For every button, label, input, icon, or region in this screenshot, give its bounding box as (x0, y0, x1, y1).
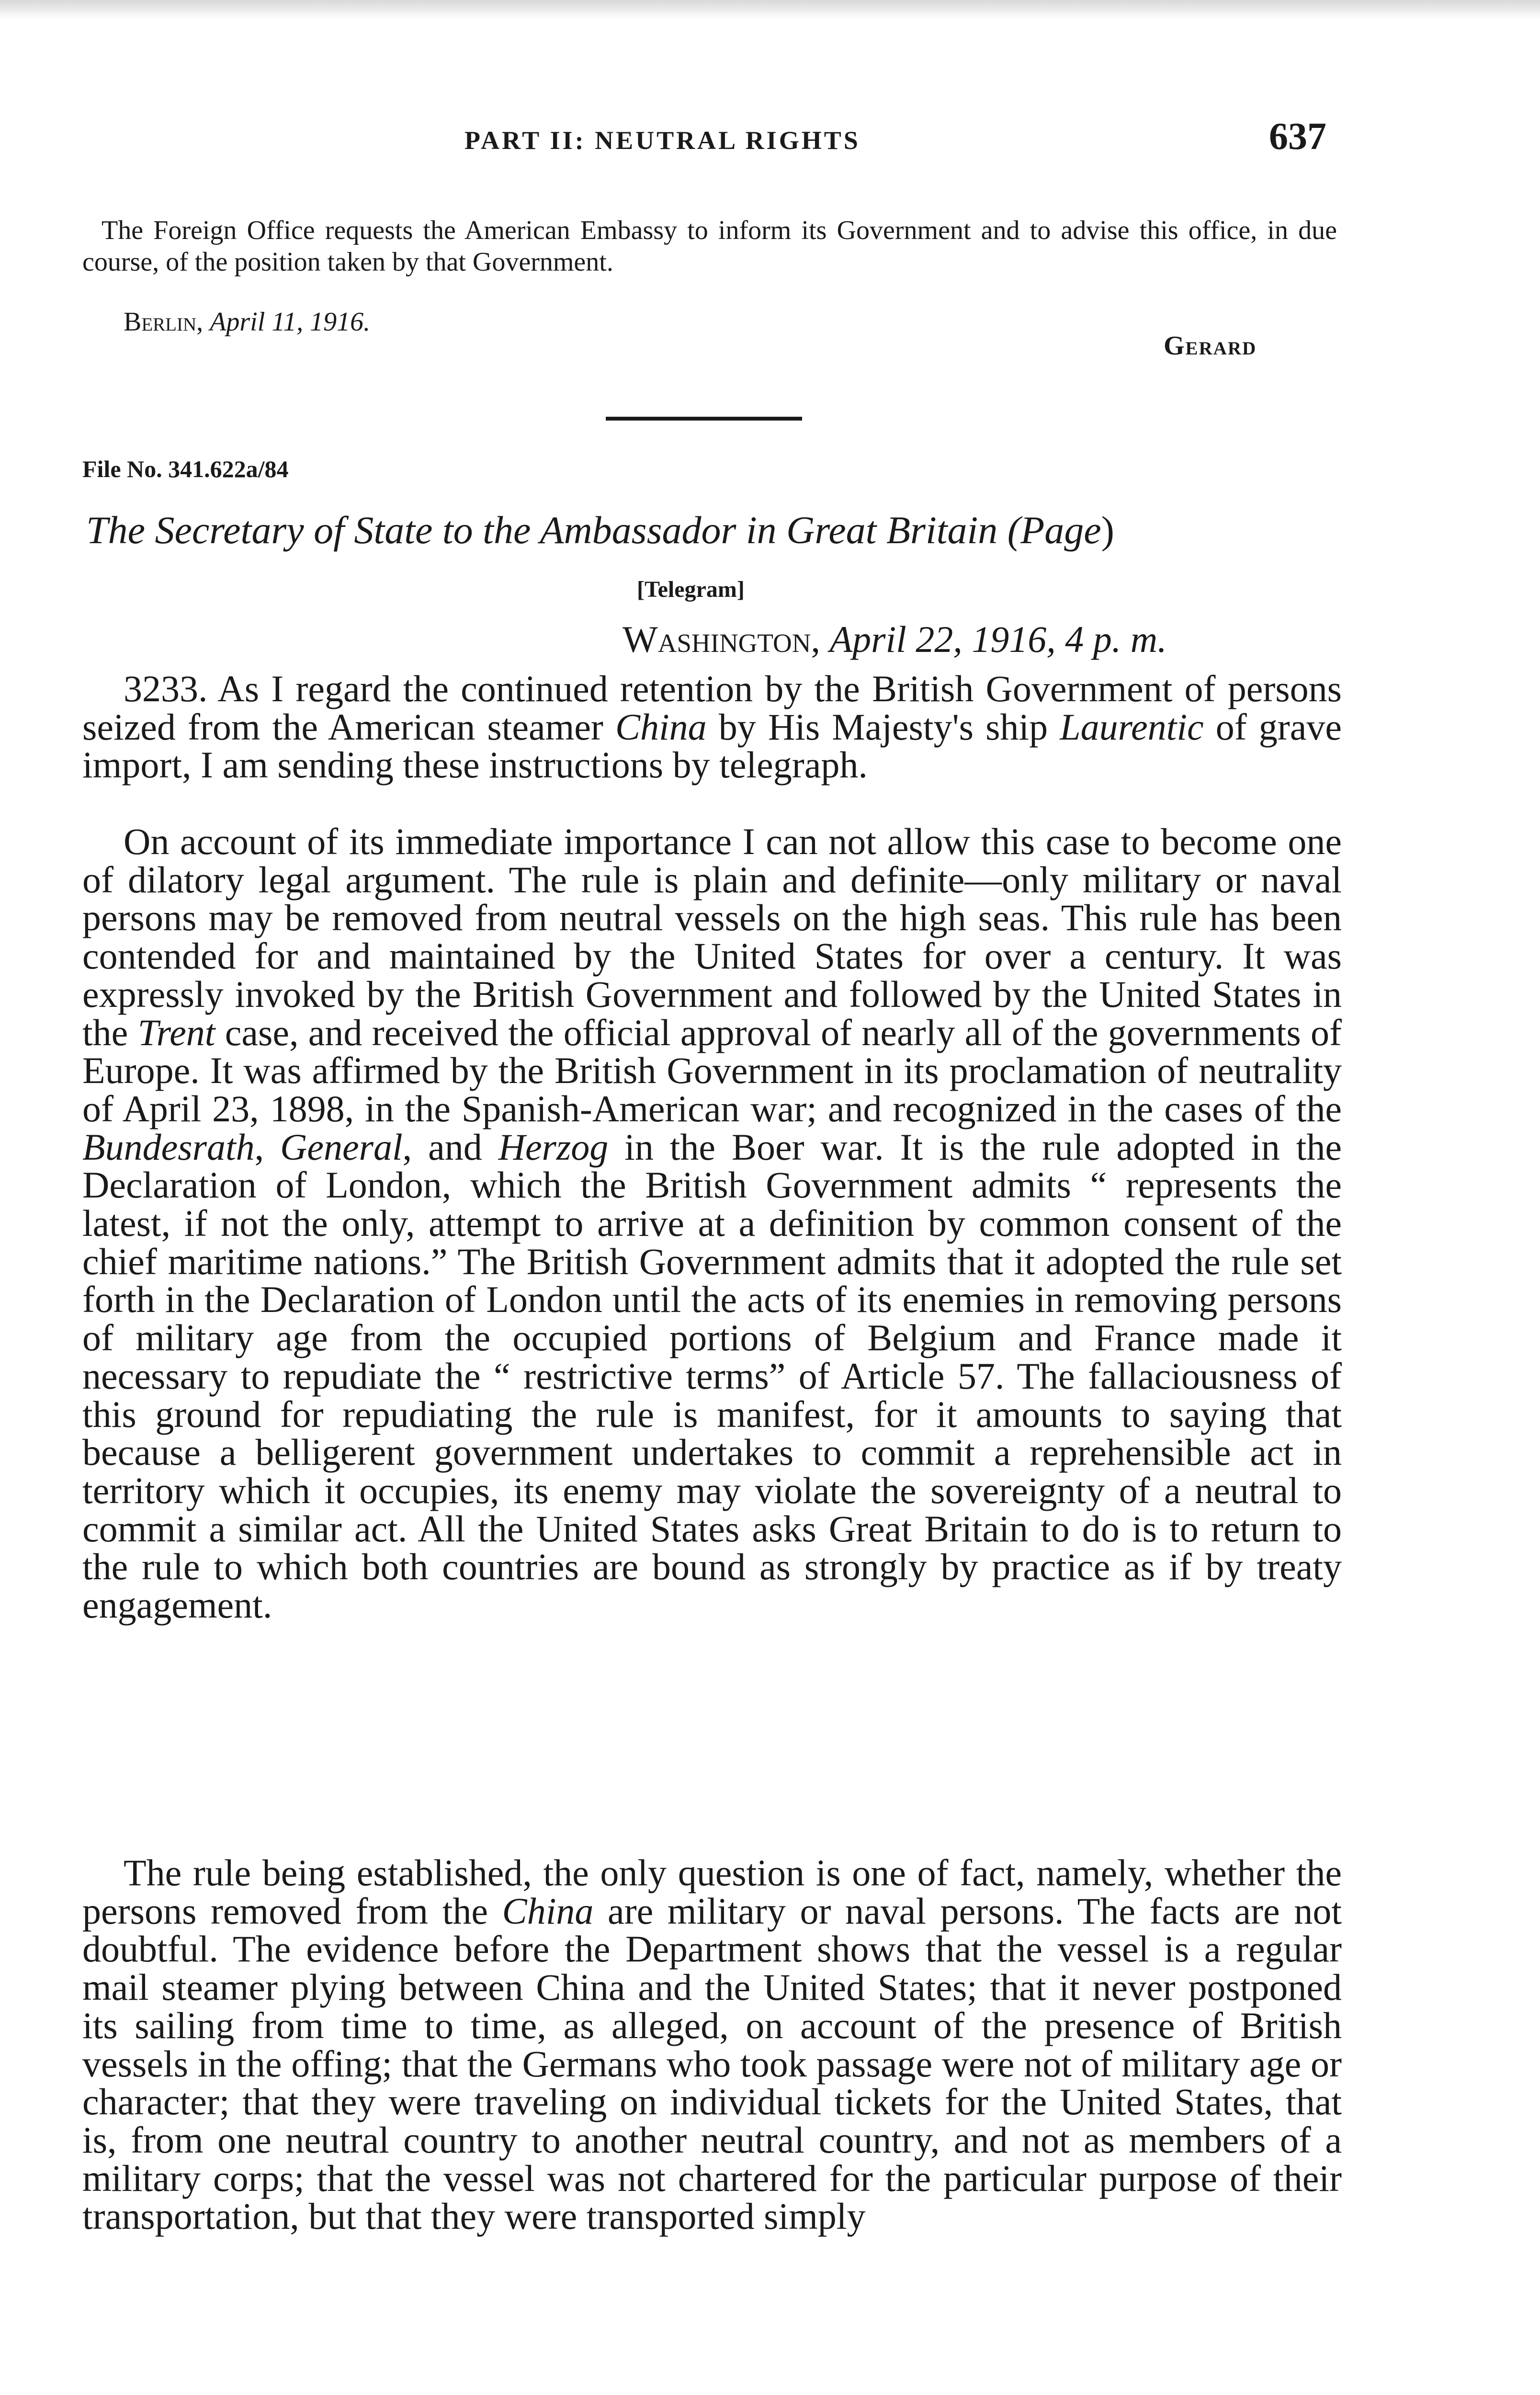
telegram-note: [Telegram] (637, 577, 745, 602)
heading-close: ) (1101, 508, 1114, 552)
text: by His Majesty's ship (706, 706, 1060, 748)
ship-name: Bundesrath (82, 1126, 255, 1168)
dateline-place: Washington, (623, 618, 820, 660)
heading-name: Page (1020, 508, 1101, 552)
text: of grave import, I am sending these instructions by telegraph. (82, 706, 1342, 786)
text: are military or naval persons. The facts are not doubtful. The evidence before the Department shows that the vessel is a regular mail steamer plying between China and the United States; that it never postponed its sailing from time to time, as alleged, on account of the presence of British vessels in the offing; that the Germans who took passage were not of military age or character; that they were traveling on individual tickets for the United States, that is, from one neutral country to another neutral country, and not as members of a military corps; that the vessel was not chartered for the particular purpose of their transportation, but that they were transported simply (82, 1890, 1342, 2237)
signature: Gerard (1164, 331, 1257, 361)
ship-name: China (502, 1890, 594, 1932)
ship-name: China (615, 706, 707, 748)
paragraph-2 (82, 822, 1342, 1624)
running-head: PART II: NEUTRAL RIGHTS (464, 126, 861, 155)
text: in the Boer war. It is the rule adopted in the Declaration of London, which the British Government admits “ represents the latest, if not the only, attempt to arrive at a definition by common consent of the chief maritime nations.” The British Government admits that it adopted the rule set forth in the Declaration of London until the acts of its enemies in removing persons of military age from the occupied portions of Belgium and France made it necessary to repudiate the “ restrictive terms” of Article 57. The fallaciousness of this ground for repudiating the rule is manifest, for it amounts to saying that because a belligerent government undertakes to commit a reprehensible act in territory which it occupies, its enemy may violate the sovereignty of a neutral to commit a similar act. All the United States asks Great Britain to do is to return to the rule to which both countries are bound as strongly by practice as if by treaty engagement. (82, 1126, 1342, 1626)
dateline-date: April 22, 1916, 4 p. m. (829, 618, 1167, 660)
prev-place: Berlin, (124, 307, 204, 337)
section-divider (606, 417, 802, 421)
ship-name: Laurentic (1060, 706, 1204, 748)
heading-text: The Secretary of State to the Ambassador in Great Britain ( (86, 508, 1021, 552)
prev-closing-paragraph: The Foreign Office requests the American Embassy to inform its Government and to advise this office, in due course, of the position taken by that Government. (82, 216, 1337, 277)
file-number: File No. 341.622a/84 (82, 456, 289, 482)
page-number: 637 (1269, 115, 1326, 158)
paragraph-1 (82, 670, 1342, 784)
text: The rule being established, the only question is one of fact, namely, whether the persons removed from the (82, 1852, 1342, 1932)
text: , and (402, 1126, 498, 1168)
text: On account of its immediate importance I can not allow this case to become one of dilatory legal argument. The rule is plain and definite—only military or naval persons may be removed from neutral vessels on the high seas. This rule has been contended for and maintained by the United States for over a century. It was expressly invoked by the British Government and followed by the United States in the (82, 821, 1342, 1053)
ship-name: Herzog (498, 1126, 609, 1168)
prev-date: April 11, 1916. (210, 307, 371, 337)
text: case, and received the official approval of nearly all of the governments of Europe. It was affirmed by the British Government in its proclamation of neutrality of April 23, 1898, in the Spanish-American war; and recognized in the cases of the (82, 1011, 1342, 1129)
paragraph-3 (82, 1854, 1342, 2235)
text: , (254, 1126, 281, 1168)
scan-edge (0, 0, 1540, 19)
prev-dateline (124, 307, 370, 337)
dateline (623, 618, 1167, 661)
ship-name: General (280, 1126, 403, 1168)
case-name: Trent (137, 1011, 215, 1053)
document-heading (86, 508, 1341, 553)
text: 3233. As I regard the continued retention by the British Government of persons seized from the American steamer (82, 668, 1342, 748)
